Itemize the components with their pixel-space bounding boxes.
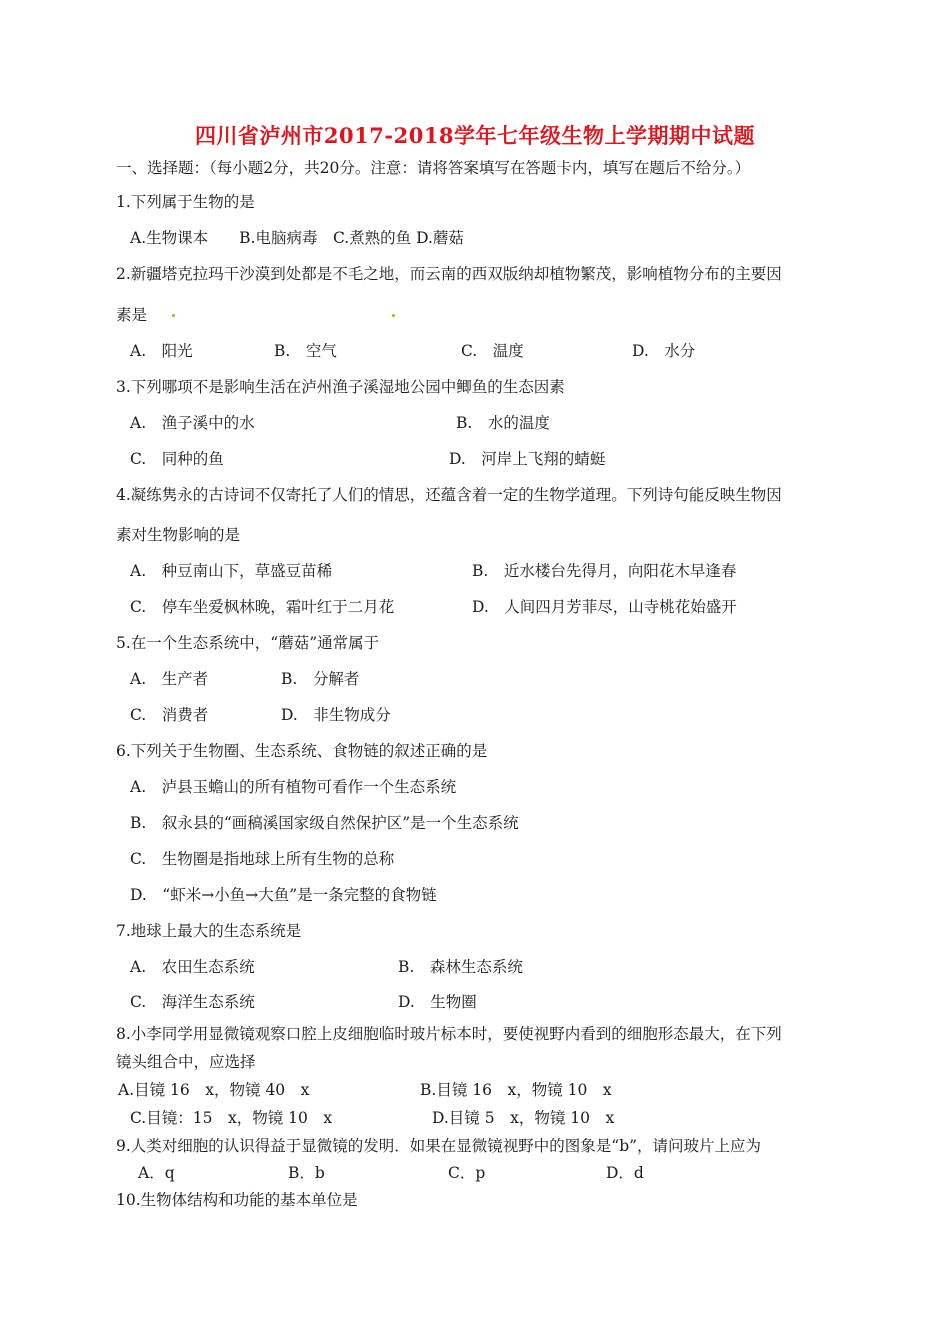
question-9-option-d: D．d <box>606 1164 644 1182</box>
question-3-option-b: B. 水的温度 <box>456 414 550 432</box>
question-10-stem: 10.生物体结构和功能的基本单位是 <box>116 1191 358 1209</box>
question-6-option-a: A. 泸县玉蟾山的所有植物可看作一个生态系统 <box>130 778 457 796</box>
question-7-option-d: D. 生物圈 <box>398 993 477 1011</box>
question-8-stem-line1: 8.小李同学用显微镜观察口腔上皮细胞临时玻片标本时，要使视野内看到的细胞形态最大，在下列 <box>116 1025 782 1043</box>
question-6-option-c: C. 生物圈是指地球上所有生物的总称 <box>130 850 395 868</box>
scan-dot-mark <box>172 314 175 317</box>
question-7-option-b: B. 森林生态系统 <box>398 958 523 976</box>
question-5-option-a: A. 生产者 <box>130 670 209 688</box>
question-5-option-b: B. 分解者 <box>281 670 360 688</box>
question-2-stem-line2: 素是 <box>116 306 148 324</box>
question-3-stem: 3.下列哪项不是影响生活在泸州渔子溪湿地公园中鲫鱼的生态因素 <box>116 378 565 396</box>
question-8-option-c: C.目镜：15 x，物镜 10 x <box>130 1109 333 1127</box>
question-8-stem-line2: 镜头组合中，应选择 <box>116 1053 256 1071</box>
question-1-stem: 1.下列属于生物的是 <box>116 193 255 211</box>
question-9-option-b: B．b <box>288 1164 325 1182</box>
question-8-option-b: B.目镜 16 x，物镜 10 x <box>420 1081 612 1099</box>
exam-title: 四川省泸州市2017-2018学年七年级生物上学期期中试题 <box>194 123 756 148</box>
question-3-option-c: C. 同种的鱼 <box>130 450 224 468</box>
question-7-option-a: A. 农田生态系统 <box>130 958 255 976</box>
question-5-stem: 5.在一个生态系统中，“蘑菇”通常属于 <box>116 634 380 652</box>
question-6-option-b: B. 叙永县的“画稿溪国家级自然保护区”是一个生态系统 <box>130 814 519 832</box>
question-4-option-d: D. 人间四月芳菲尽，山寺桃花始盛开 <box>472 598 737 616</box>
question-3-option-a: A. 渔子溪中的水 <box>130 414 255 432</box>
question-5-option-c: C. 消费者 <box>130 706 209 724</box>
question-6-option-d: D. “虾米→小鱼→大鱼”是一条完整的食物链 <box>130 886 437 904</box>
question-9-stem: 9.人类对细胞的认识得益于显微镜的发明．如果在显微镜视野中的图象是“b”，请问玻片上应为 <box>116 1137 762 1155</box>
question-8-option-a: A.目镜 16 x，物镜 40 x <box>118 1081 310 1099</box>
question-8-option-d: D.目镜 5 x，物镜 10 x <box>432 1109 615 1127</box>
question-4-stem-line1: 4.凝练隽永的古诗词不仅寄托了人们的情思，还蕴含着一定的生物学道理。下列诗句能反映生物因 <box>116 486 782 504</box>
question-4-stem-line2: 素对生物影响的是 <box>116 526 241 544</box>
question-2-option-c: C. 温度 <box>461 342 524 360</box>
question-7-option-c: C. 海洋生态系统 <box>130 993 255 1011</box>
question-9-option-a: A．q <box>138 1164 175 1182</box>
question-4-option-c: C. 停车坐爱枫林晚，霜叶红于二月花 <box>130 598 395 616</box>
question-4-option-a: A. 种豆南山下，草盛豆苗稀 <box>130 562 333 580</box>
question-2-stem-line1: 2.新疆塔克拉玛干沙漠到处都是不毛之地，而云南的西双版纳却植物繁茂，影响植物分布的主要因 <box>116 265 782 283</box>
question-4-option-b: B. 近水楼台先得月，向阳花木早逢春 <box>472 562 737 580</box>
question-3-option-d: D. 河岸上飞翔的蜻蜓 <box>449 450 606 468</box>
section-heading: 一、选择题：（每小题2分，共20分。注意：请将答案填写在答题卡内，填写在题后不给分。） <box>116 159 751 177</box>
question-2-option-b: B. 空气 <box>274 342 337 360</box>
question-9-option-c: C．p <box>448 1164 486 1182</box>
scan-dot-mark <box>392 314 395 317</box>
question-7-stem: 7.地球上最大的生态系统是 <box>116 922 302 940</box>
question-2-option-a: A. 阳光 <box>130 342 193 360</box>
question-6-stem: 6.下列关于生物圈、生态系统、食物链的叙述正确的是 <box>116 742 488 760</box>
question-5-option-d: D. 非生物成分 <box>281 706 391 724</box>
question-1-options: A.生物课本 B.电脑病毒 C.煮熟的鱼 D.蘑菇 <box>130 229 464 247</box>
question-2-option-d: D. 水分 <box>632 342 696 360</box>
